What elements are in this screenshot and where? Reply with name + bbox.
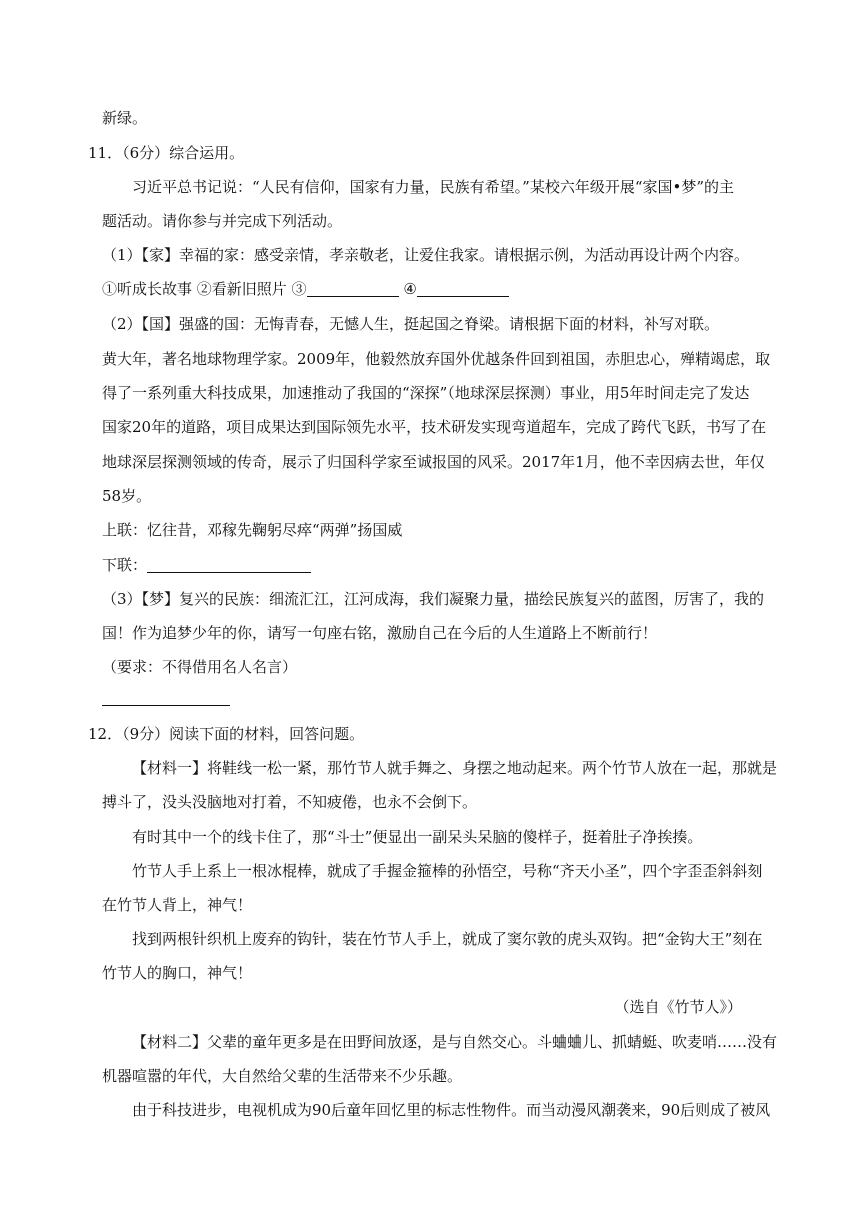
- text-line: 题活动。请你参与并完成下列活动。: [102, 212, 343, 230]
- text-line: 【材料二】父辈的童年更多是在田野间放逐，是与自然交心。斗蛐蛐儿、抓蜻蜓、吹麦哨……没有: [132, 1033, 778, 1051]
- couplet-upper: 上联：忆往昔，邓稼先鞠躬尽瘁“两弹”扬国威: [102, 521, 403, 539]
- motto-answer-line[interactable]: [102, 688, 230, 708]
- couplet-lower-label: 下联：: [102, 556, 148, 574]
- question-11-heading: 11．（6分）综合运用。: [88, 144, 245, 162]
- text-line: 地球深层探测领域的传奇，展示了归国科学家至诚报国的风采。2017年1月，他不幸因病去世，年仅: [102, 453, 765, 471]
- text-line: 58岁。: [102, 487, 152, 505]
- text-line: 国！作为追梦少年的你，请写一句座右铭，激励自己在今后的人生道路上不断前行！: [102, 624, 658, 642]
- text-line: 竹节人手上系上一根冰棍棒，就成了手握金箍棒的孙悟空，号称“齐天小圣”，四个字歪歪斜斜刻: [132, 862, 763, 880]
- text-line: 习近平总书记说：“人民有信仰，国家有力量，民族有希望。”某校六年级开展“家国•梦”的主: [132, 178, 735, 196]
- motto-blank[interactable]: [102, 690, 230, 706]
- couplet-lower: [102, 555, 311, 575]
- question-12-heading: 12．（9分）阅读下面的材料，回答问题。: [88, 725, 365, 743]
- sub-question-2: （2）【国】强盛的国：无悔青春，无憾人生，挺起国之脊梁。请根据下面的材料，补写对联。: [102, 315, 720, 333]
- text-line: 【材料一】将鞋线一松一紧，那竹节人就手舞之、身摆之地动起来。两个竹节人放在一起，那就是: [132, 759, 778, 777]
- text-line: 国家20年的道路，项目成果达到国际领先水平，技术研发实现弯道超车，完成了跨代飞跃，书写了在: [102, 418, 767, 436]
- activity-options: [102, 279, 509, 299]
- answer-blank-3[interactable]: [307, 281, 399, 297]
- text-line: 由于科技进步，电视机成为90后童年回忆里的标志性物件。而当动漫风潮袭来，90后则成了被风: [132, 1101, 771, 1119]
- sub-question-1: （1）【家】幸福的家：感受亲情，孝亲敬老，让爱住我家。请根据示例，为活动再设计两个内容。: [102, 246, 750, 264]
- couplet-lower-blank[interactable]: [147, 557, 311, 573]
- options-text: ①听成长故事 ②看新旧照片 ③: [102, 280, 307, 298]
- text-line: 新绿。: [102, 109, 148, 127]
- answer-blank-4[interactable]: [417, 281, 509, 297]
- source-citation: （选自《竹节人》）: [614, 998, 742, 1016]
- text-line: 竹节人的胸口，神气！: [102, 964, 253, 982]
- text-line: 得了一系列重大科技成果，加速推动了我国的“深探”（地球深层探测）事业，用5年时间走完了发达: [102, 384, 750, 402]
- text-line: 在竹节人背上，神气！: [102, 896, 253, 914]
- text-line: 黄大年，著名地球物理学家。2009年，他毅然放弃国外优越条件回到祖国，赤胆忠心，殚精竭虑，取: [102, 350, 771, 368]
- text-line: 机器喧嚣的年代，大自然给父辈的生活带来不少乐趣。: [102, 1067, 463, 1085]
- text-line: 搏斗了，没头没脑地对打着，不知疲倦，也永不会倒下。: [102, 793, 478, 811]
- requirement-note: （要求：不得借用名人名言）: [102, 658, 298, 676]
- text-line: 找到两根针织机上废弃的钩针，装在竹节人手上，就成了窦尔敦的虎头双钩。把“金钩大王”刻在: [132, 930, 763, 948]
- text-line: 有时其中一个的线卡住了，那“斗士”便显出一副呆头呆脑的傻样子，挺着肚子净挨揍。: [132, 828, 703, 846]
- options-text: ④: [398, 280, 417, 298]
- sub-question-3: （3）【梦】复兴的民族：细流汇江，江河成海，我们凝聚力量，描绘民族复兴的蓝图，厉害了，我的: [102, 590, 765, 608]
